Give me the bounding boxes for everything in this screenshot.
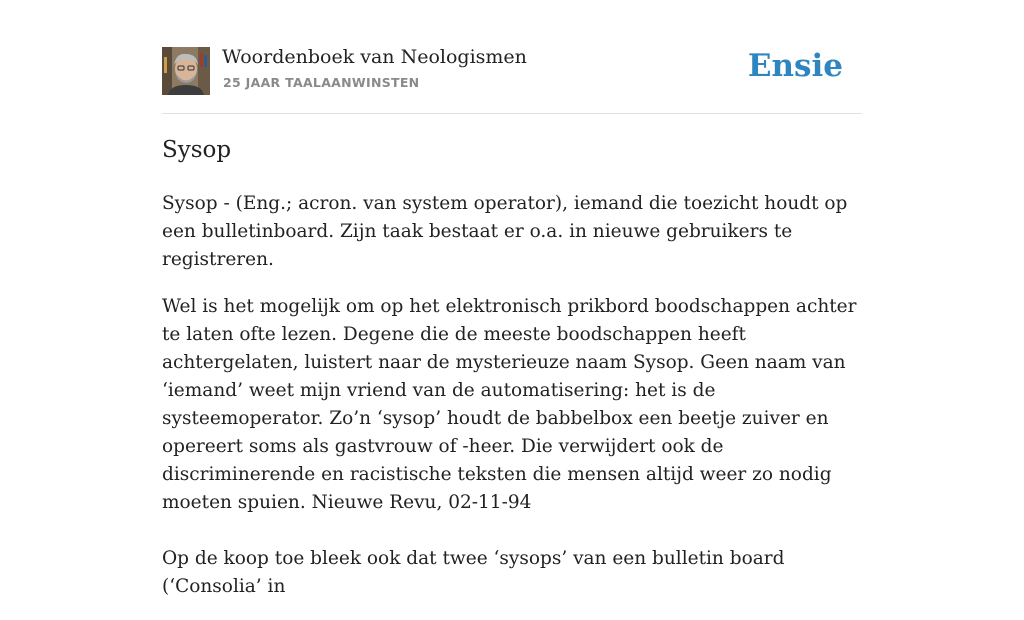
- brand-logo-link[interactable]: Ensie: [747, 48, 843, 84]
- page: [162, 0, 862, 597]
- author-avatar[interactable]: [162, 47, 210, 95]
- site-header: [162, 0, 862, 114]
- site-subtitle: 25 JAAR TAALAANWINSTEN: [223, 75, 420, 90]
- entry-quote: Wel is het mogelijk om op het elektronisch prikbord boodschappen achter te laten ofte lezen. Degene die de meeste boodschappen heeft achtergelaten, luistert naar de mysterieuze naam Sysop. Geen naam van ‘iemand’ weet mijn vriend van de automatisering: het is de systeemoperator. Zo’n ‘sysop’ houdt de babbelbox een beetje zuiver en opereert soms als gastvrouw of -heer. Die verwijdert ook de discriminerende en racistische teksten die mensen altijd weer zo nodig moeten spuien. Nieuwe Revu, 02-11-94: [162, 296, 857, 513]
- site-title[interactable]: Woordenboek van Neologismen: [222, 46, 527, 68]
- entry-quote: Op de koop toe bleek ook dat twee ‘sysops’ van een bulletin board (‘Consolia’ in: [162, 548, 785, 597]
- entry-definition: Sysop - (Eng.; acron. van system operator), iemand die toezicht houdt op een bulletinboard. Zijn taak bestaat er o.a. in nieuwe gebruikers te registreren.: [162, 193, 848, 270]
- entry-title: Sysop: [162, 137, 232, 163]
- avatar-portrait-icon: [162, 47, 210, 95]
- entry-content: [162, 190, 862, 620]
